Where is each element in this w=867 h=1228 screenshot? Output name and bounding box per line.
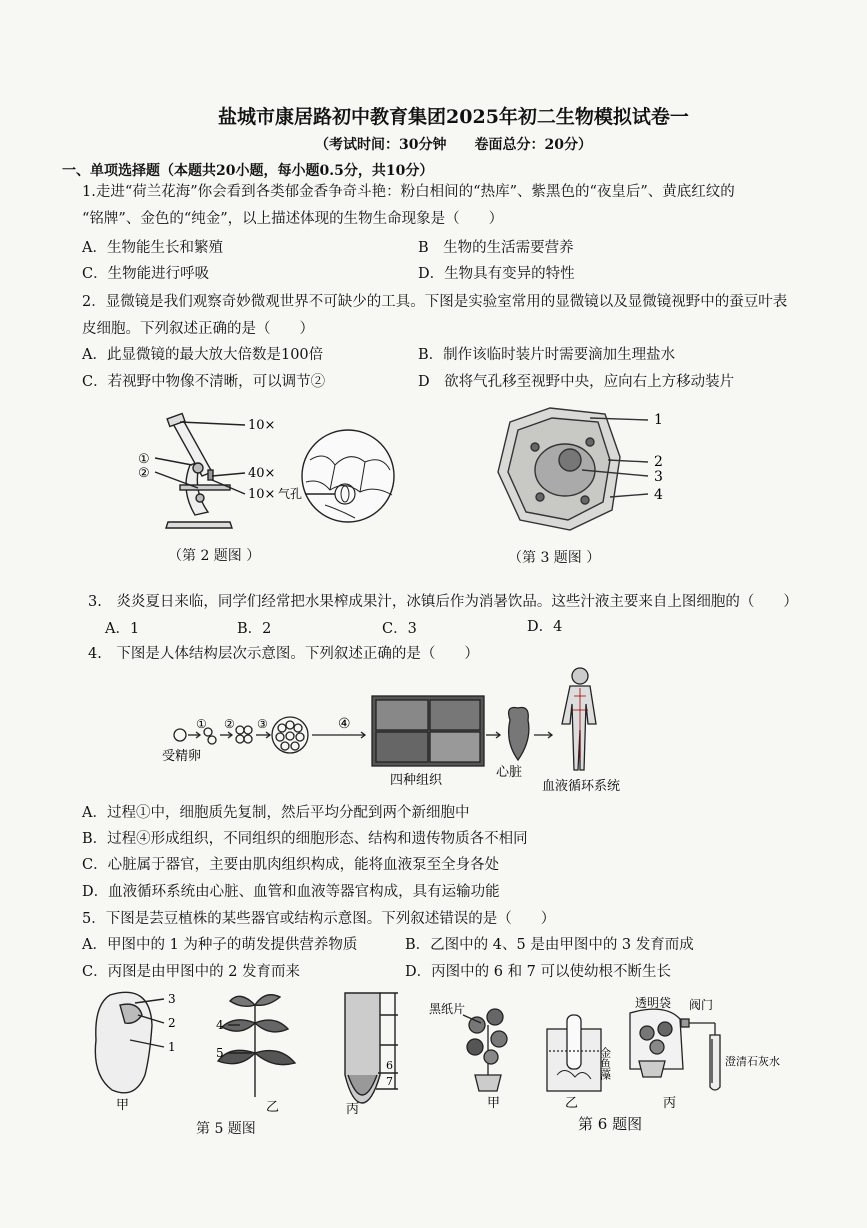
fig6-label-blackpaper: 黑纸片 (429, 1002, 466, 1016)
q3-line1: 3. 炎炎夏日来临，同学们经常把水果榨成果汁，冰镇后作为消暑饮品。这些汁液主要来自上图细胞的（ ） (88, 594, 798, 610)
fig5-root-label-6: 6 (386, 1059, 393, 1072)
fig3-label-3: 3 (654, 469, 663, 485)
exam-title: 盐城市康居路初中教育集团2025年初二生物模拟试卷一 (218, 106, 689, 128)
q2-option-d: D 欲将气孔移至视野中央，应向右上方移动装片 (418, 374, 735, 390)
q4-option-a: A．过程①中，细胞质先复制，然后平均分配到两个新细胞中 (82, 805, 470, 821)
fig2-label-10x-bottom: 10× (248, 487, 276, 502)
q3-option-d: D．4 (527, 619, 563, 635)
q5-option-d: D．丙图中的 6 和 7 可以使幼根不断生长 (405, 964, 672, 980)
fig6-label-bag: 透明袋 (635, 996, 672, 1010)
q1-option-a: A．生物能生长和繁殖 (82, 240, 223, 256)
fig4-label-tissue: 四种组织 (390, 773, 443, 788)
fig5-caption: 第 5 题图 (196, 1121, 256, 1137)
q1-option-b: B 生物的生活需要营养 (418, 240, 574, 256)
fig6-label-jia: 甲 (487, 1096, 501, 1111)
fig5-label-yi: 乙 (266, 1100, 280, 1115)
fig2-label-stoma: 气孔 (278, 487, 303, 501)
q2-line1: 2．显微镜是我们观察奇妙微观世界不可缺少的工具。下图是实验室常用的显微镜以及显微镜视野中的蚕豆叶表 (82, 294, 788, 310)
fig5-seed-label-3: 3 (168, 992, 176, 1006)
fig4-step-3: ③ (257, 717, 268, 731)
fig4-step-1: ① (196, 717, 207, 731)
fig6-label-valve: 阀门 (689, 998, 714, 1012)
q3-option-b: B．2 (237, 621, 272, 637)
q3-option-c: C．3 (382, 621, 417, 637)
q5-option-a: A．甲图中的 1 为种子的萌发提供营养物质 (82, 937, 358, 953)
body-levels-figure (160, 660, 660, 795)
q4-option-c: C．心脏属于器官，主要由肌肉组织构成，能将血液泵至全身各处 (82, 857, 500, 873)
fig5-plant-label-4: 4 (216, 1018, 224, 1032)
fig2-label-10x-top: 10× (248, 418, 276, 433)
fig6-label-fish: 金鱼藻 (598, 1047, 612, 1080)
q1-option-c: C．生物能进行呼吸 (82, 266, 210, 282)
section-heading: 一、单项选择题（本题共20小题，每小题0.5分，共10分） (62, 163, 434, 179)
fig5-seed-label-2: 2 (168, 1016, 176, 1030)
fig6-caption: 第 6 题图 (578, 1115, 643, 1133)
q4-line1: 4. 下图是人体结构层次示意图。下列叙述正确的是（ ） (88, 646, 479, 662)
fig2-label-1: ① (138, 452, 150, 467)
q2-option-b: B．制作该临时装片时需要滴加生理盐水 (418, 347, 676, 363)
fig5-label-jia: 甲 (116, 1098, 130, 1113)
q2-option-c: C．若视野中物像不清晰，可以调节② (82, 374, 326, 390)
fig6-label-bing: 丙 (663, 1096, 677, 1111)
figure-5 (90, 985, 420, 1135)
fig2-label-2: ② (138, 466, 150, 481)
q5-option-c: C．丙图是由甲图中的 2 发育而来 (82, 964, 301, 980)
microscope-figure (120, 410, 410, 540)
fig4-label-system: 血液循环系统 (542, 779, 621, 794)
fig3-label-4: 4 (654, 487, 663, 503)
exam-subtitle: （考试时间：30分钟 卷面总分：20分） (315, 137, 592, 153)
fig4-label-heart: 心脏 (496, 765, 523, 780)
q1-option-d: D．生物具有变异的特性 (418, 266, 575, 282)
q5-option-b: B．乙图中的 4、5 是由甲图中的 3 发育而成 (405, 937, 694, 953)
fig5-plant-label-5: 5 (216, 1046, 224, 1060)
q2-option-a: A．此显微镜的最大放大倍数是100倍 (82, 347, 324, 363)
fig6-label-yi: 乙 (565, 1096, 579, 1111)
fig3-label-2: 2 (654, 454, 663, 470)
fig3-caption: （第 3 题图 ） (508, 550, 601, 566)
figure-6 (425, 995, 780, 1111)
fig3-label-1: 1 (654, 412, 663, 428)
fig4-step-4: ④ (338, 716, 351, 732)
q4-option-d: D．血液循环系统由心脏、血管和血液等器官构成，具有运输功能 (82, 884, 500, 900)
fig4-label-egg: 受精卵 (162, 749, 202, 764)
q1-line2: “铭牌”、金色的“纯金”，以上描述体现的生物生命现象是（ ） (82, 211, 504, 227)
q1-line1: 1.走进“荷兰花海”你会看到各类郁金香争奇斗艳：粉白相间的“热库”、紫黑色的“夜皇后”、黄底红纹的 (82, 184, 735, 200)
fig4-step-2: ② (224, 717, 235, 731)
q4-option-b: B．过程④形成组织，不同组织的细胞形态、结构和遗传物质各不相同 (82, 831, 528, 847)
fig6-label-limewater: 澄清石灰水 (725, 1055, 780, 1068)
fig2-label-40x: 40× (248, 466, 276, 481)
q3-option-a: A．1 (105, 621, 140, 637)
plant-cell-figure (470, 402, 670, 542)
fig5-label-bing: 丙 (346, 1102, 360, 1117)
fig2-caption: （第 2 题图 ） (168, 548, 261, 564)
q5-line1: 5．下图是芸豆植株的某些器官或结构示意图。下列叙述错误的是（ ） (82, 911, 556, 927)
fig5-root-label-7: 7 (386, 1075, 393, 1088)
q2-line2: 皮细胞。下列叙述正确的是（ ） (82, 321, 314, 337)
fig5-seed-label-1: 1 (168, 1040, 176, 1054)
